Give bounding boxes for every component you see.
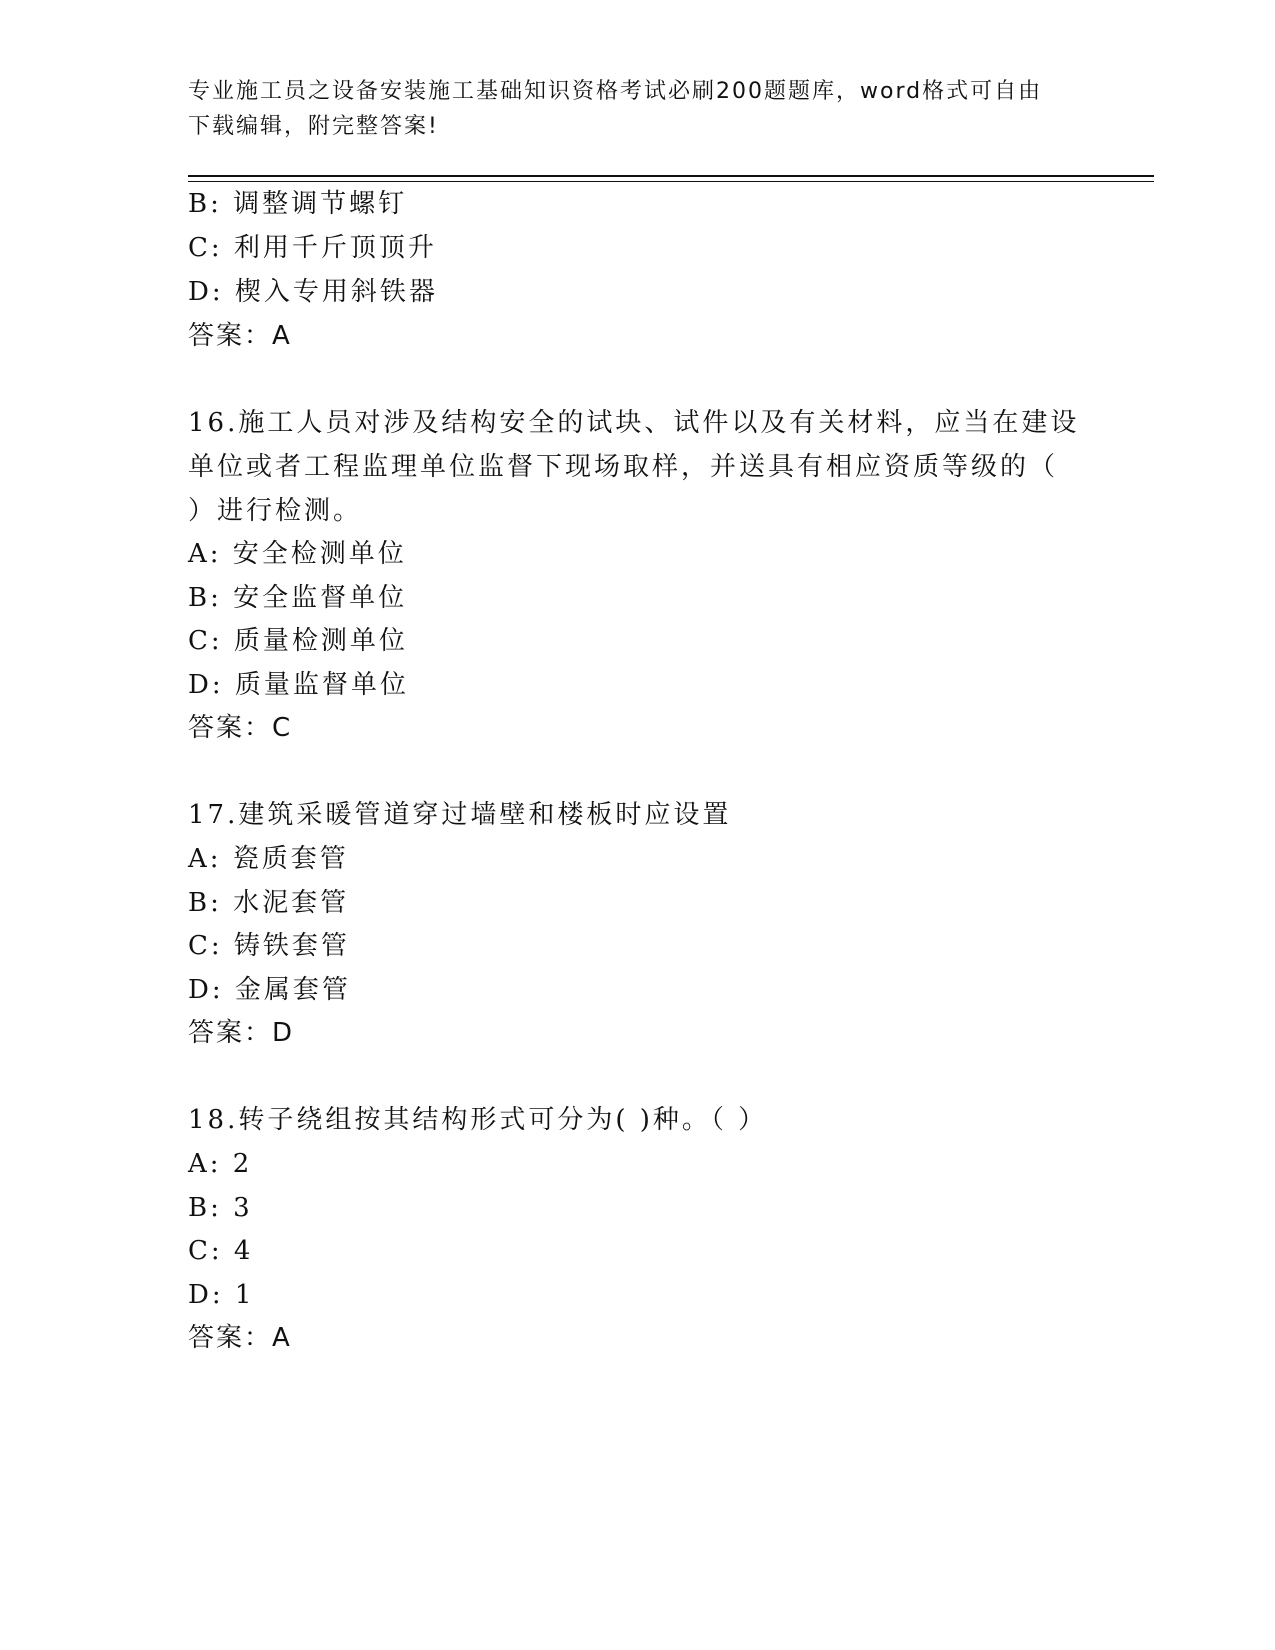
- q18-option-b: B: 3: [188, 1193, 253, 1223]
- q16-answer: 答案：C: [188, 713, 293, 743]
- q17-answer: 答案：D: [188, 1018, 295, 1048]
- q17-option-d: D: 金属套管: [188, 975, 351, 1005]
- q15-option-d: D: 楔入专用斜铁器: [188, 277, 438, 307]
- header-line-1: 专业施工员之设备安装施工基础知识资格考试必刷200题题库，word格式可自由: [188, 79, 1043, 104]
- document-header: [188, 74, 1088, 144]
- q15-option-c: C: 利用千斤顶顶升: [188, 233, 437, 263]
- q18-option-d: D: 1: [188, 1280, 255, 1310]
- q18-option-c: C: 4: [188, 1236, 254, 1266]
- q18-stem: 18.转子绕组按其结构形式可分为( )种。（ ）: [188, 1105, 768, 1135]
- q17-option-b: B: 水泥套管: [188, 888, 350, 918]
- q18-option-a: A: 2: [188, 1149, 253, 1179]
- q17-stem: 17.建筑采暖管道穿过墙壁和楼板时应设置: [188, 800, 732, 830]
- header-divider-thin: [188, 181, 1154, 182]
- q16-stem-line-3: ）进行检测。: [188, 496, 363, 526]
- q18-answer: 答案：A: [188, 1323, 292, 1353]
- q16-option-b: B: 安全监督单位: [188, 583, 408, 613]
- q17-option-c: C: 铸铁套管: [188, 931, 350, 961]
- q17-option-a: A: 瓷质套管: [188, 844, 349, 874]
- header-divider-thick: [188, 175, 1154, 177]
- q15-answer: 答案：A: [188, 321, 292, 351]
- q16-option-d: D: 质量监督单位: [188, 670, 409, 700]
- q15-option-b: B: 调整调节螺钉: [188, 189, 408, 219]
- q16-option-a: A: 安全检测单位: [188, 539, 407, 569]
- q16-option-c: C: 质量检测单位: [188, 626, 408, 656]
- q16-stem-line-1: 16.施工人员对涉及结构安全的试块、试件以及有关材料，应当在建设: [188, 408, 1080, 438]
- q16-stem-line-2: 单位或者工程监理单位监督下现场取样，并送具有相应资质等级的（: [188, 452, 1059, 482]
- header-line-2: 下载编辑，附完整答案!: [188, 114, 439, 139]
